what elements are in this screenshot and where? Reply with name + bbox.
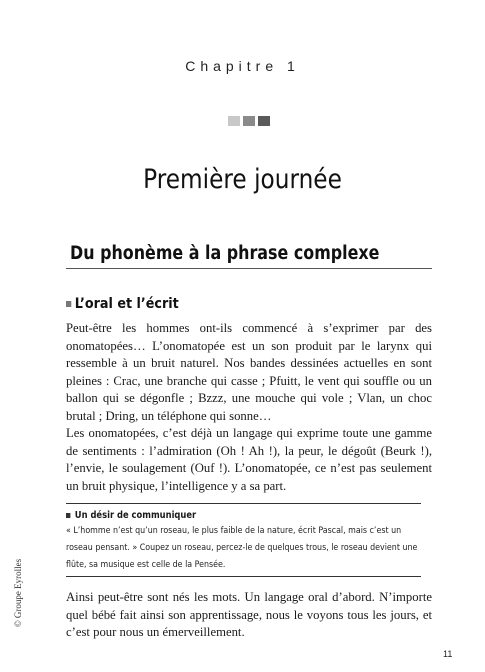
page-number: 11: [443, 649, 453, 659]
ornament-square-light: [228, 116, 240, 126]
box-quote: « L’homme n’est qu’un roseau, le plus faible de la nature, écrit Pascal, mais c’est un roseau pensant. » Coupez un roseau, percez-le de quelques trous, le roseau devient une flûte, sa musique est celle de la Pensée.: [66, 526, 418, 570]
side-credit: © Groupe Eyrolles: [13, 558, 24, 628]
ornament-square-dark: [258, 116, 270, 126]
box-heading: [66, 510, 196, 521]
subsection-title: L’oral et l’écrit: [74, 296, 179, 312]
square-bullet-icon: [66, 513, 70, 518]
section-title: Du phonème à la phrase complexe: [70, 243, 380, 264]
chapter-label: Chapitre 1: [185, 58, 300, 74]
chapter-title: Première journée: [143, 164, 342, 195]
paragraph-3: Ainsi peut-être sont nés les mots. Un langage oral d’abord. N’importe quel bébé fait ainsi son apprentissage, nous le voyons tous les jours, et c’est pour nous un émerveillement.: [66, 590, 432, 639]
section-rule: [66, 268, 432, 269]
box-top-rule: [66, 503, 421, 504]
ornament-square-mid: [243, 116, 255, 126]
paragraph-1: Peut-être les hommes ont-ils commencé à s’exprimer par des onomatopées… L’onomatopée est un son produit par le larynx qui ressemble à un bruit naturel. Nos bandes dessinées actuelles en sont pleines : Crac, une branche qui casse ; Pfuitt, le vent qui souffle ou un ballon qui se dégonfle ; Bzzz, une mouche qui vole ; Vlan, un choc brutal ; Dring, un téléphone qui sonne…: [66, 321, 432, 423]
paragraph-2: Les onomatopées, c’est déjà un langage qui exprime toute une gamme de sentiments : l’admiration (Oh ! Ah !), la peur, le dégoût (Beurk !), l’envie, le soulagement (Ouf !). L’onomatopée, ce n’est pas seulement un bruit physique, l’intelligence y a sa part.: [66, 426, 432, 493]
box-bottom-rule: [66, 576, 421, 577]
subsection-heading: [66, 296, 179, 312]
box-title: Un désir de communiquer: [74, 510, 197, 521]
square-bullet-icon: [66, 301, 71, 307]
chapter-ornament: [228, 116, 270, 126]
